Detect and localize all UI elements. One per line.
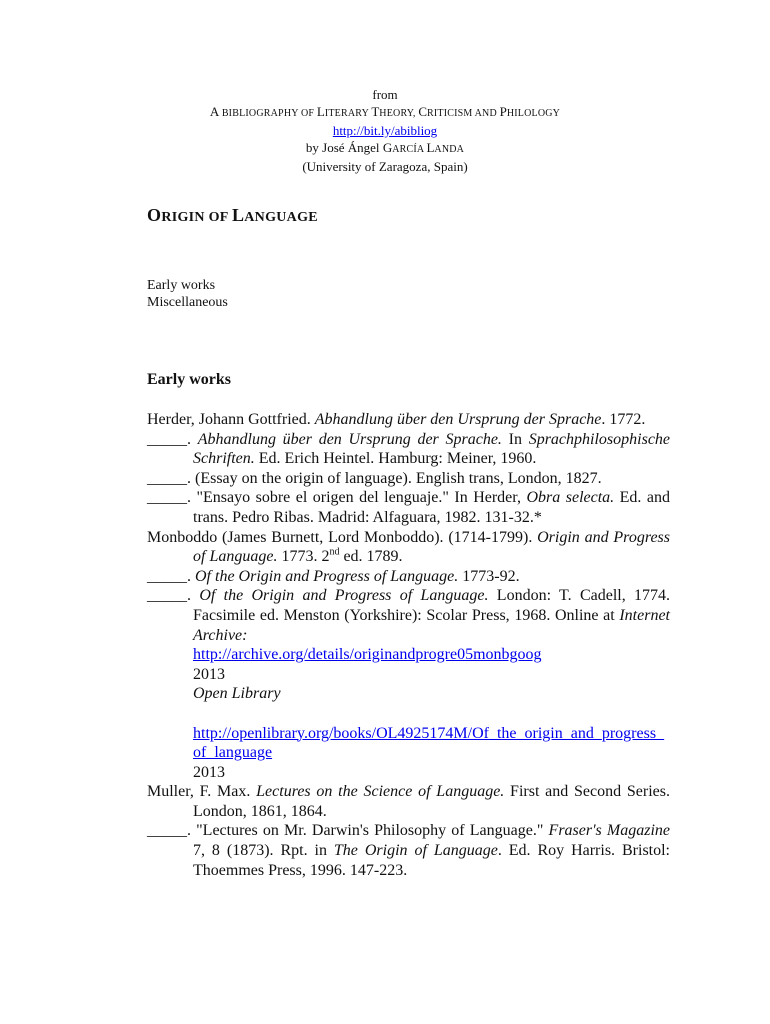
title-part: HILOLOGY	[506, 108, 561, 119]
title-part: L	[316, 104, 325, 119]
entry-title: Abhandlung über den Ursprung der Sprache	[314, 411, 602, 428]
author-prefix: by José Ángel	[305, 140, 383, 155]
entry-text: _____.	[147, 567, 195, 585]
entry-title: Origin and Progress of Language.	[193, 528, 670, 566]
entry-text: _____.	[147, 430, 198, 448]
entry-title: The Origin of Language	[333, 842, 498, 860]
access-year: 2013	[193, 665, 225, 683]
entry-text: First and Second Series. London, 1861, 1864.	[193, 783, 670, 820]
title-part: T	[371, 104, 380, 119]
affiliation: (University of Zaragoza, Spain)	[302, 159, 468, 174]
bibliography-entries	[147, 410, 670, 880]
entry-text: _____. "Lectures on Mr. Darwin's Philosophy of Language."	[147, 822, 549, 840]
entry-text: 1773. 2	[277, 548, 330, 566]
title-part: BIBLIOGRAPHY OF	[221, 108, 317, 119]
entry-continuation	[147, 645, 670, 782]
header-from: from	[372, 87, 398, 102]
archive-link[interactable]: http://archive.org/details/originandprogre05monbgoog	[193, 646, 542, 664]
entry-title: Lectures on the Science of Language.	[256, 783, 505, 801]
bibliography-title	[0, 103, 770, 122]
bib-entry	[147, 567, 670, 587]
entry-text: _____. (Essay on the origin of language). English trans, London, 1827.	[147, 469, 602, 487]
entry-title: Obra selecta.	[526, 489, 615, 507]
bib-entry	[147, 821, 670, 880]
bib-entry	[147, 410, 670, 430]
entry-text: . 1772.	[601, 411, 646, 428]
superscript: nd	[329, 546, 340, 558]
title-cap: L	[231, 205, 245, 225]
entry-text: ed. 1789.	[339, 548, 403, 566]
entry-text: London: T. Cadell, 1774. Facsimile ed. Menston (Yorkshire): Scolar Press, 1968. Online at	[193, 587, 671, 624]
entry-title: Of the Origin and Progress of Language.	[195, 567, 459, 585]
author-rest: ANDA	[434, 144, 465, 155]
page-title	[147, 205, 318, 226]
entry-text: Herder, Johann Gottfried.	[147, 411, 315, 428]
entry-source: Open Library	[193, 685, 281, 703]
openlibrary-link[interactable]: http://openlibrary.org/books/OL4925174M/Of_the_origin_and_progress_of_language	[193, 724, 665, 762]
bib-entry	[147, 488, 670, 527]
entry-text: Monboddo (James Burnett, Lord Monboddo). (1714-1799).	[147, 528, 538, 546]
title-cap: O	[147, 205, 162, 225]
entry-text: _____.	[147, 587, 200, 605]
entry-text: . Ed. Roy Harris. Bristol: Thoemmes Press, 1996. 147-223.	[193, 842, 671, 879]
entry-text: 7, 8 (1873). Rpt. in	[193, 842, 334, 860]
entry-text: In	[501, 430, 529, 448]
entry-title: Sprachphilosophische Schriften.	[193, 430, 671, 468]
bibliography-link[interactable]: http://bit.ly/abibliog	[332, 123, 438, 138]
title-part: P	[499, 104, 507, 119]
title-part: C	[418, 104, 427, 119]
section-heading: Early works	[147, 371, 231, 388]
entry-text: Muller, F. Max.	[147, 783, 257, 801]
entry-title: Of the Origin and Progress of Language.	[199, 587, 489, 605]
bib-entry	[147, 586, 670, 645]
entry-text: 1773-92.	[458, 567, 520, 585]
title-part: HEORY,	[379, 108, 419, 119]
bib-entry	[147, 469, 670, 489]
access-year: 2013	[193, 763, 225, 781]
title-rest: RIGIN OF	[161, 210, 232, 225]
entry-text: _____. "Ensayo sobre el origen del lenguaje." In Herder,	[147, 489, 527, 507]
bib-entry	[147, 430, 670, 469]
author-cap: G	[382, 140, 393, 155]
entry-title: Abhandlung über den Ursprung der Sprache.	[197, 430, 502, 448]
table-of-contents	[147, 277, 228, 311]
bib-entry	[147, 782, 670, 821]
title-rest: ANGUAGE	[244, 210, 318, 225]
author-rest: ARCÍA	[392, 144, 427, 155]
entry-text: Ed. Erich Heintel. Hamburg: Meiner, 1960.	[254, 450, 537, 468]
title-part: ITERARY	[324, 108, 372, 119]
title-part: A	[209, 104, 222, 119]
entry-text: Ed. and trans. Pedro Ribas. Madrid: Alfaguara, 1982. 131-32.*	[193, 489, 671, 526]
author-line	[0, 139, 770, 158]
toc-item-early-works[interactable]: Early works	[147, 278, 216, 293]
bib-entry	[147, 528, 670, 567]
toc-item-miscellaneous[interactable]: Miscellaneous	[147, 295, 228, 310]
title-part: RITICISM AND	[426, 108, 500, 119]
spacer	[193, 704, 670, 724]
bibliography-header	[0, 86, 770, 175]
entry-source: Internet Archive:	[193, 606, 670, 644]
entry-title: Fraser's Magazine	[548, 822, 671, 840]
author-cap: L	[426, 140, 435, 155]
